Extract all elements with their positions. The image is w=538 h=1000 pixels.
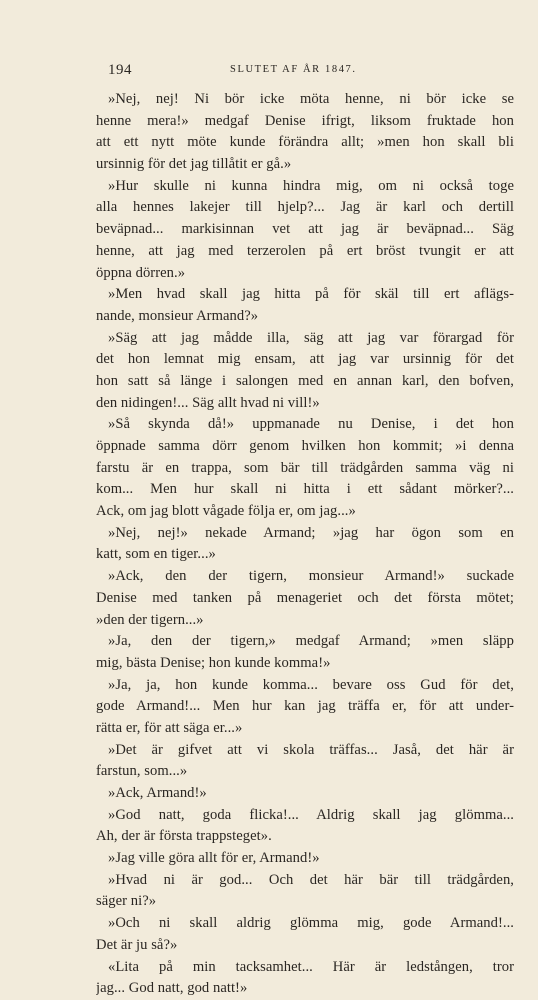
text-line: hon satt så länge i salongen med en annan karl, den bofven, <box>96 372 514 389</box>
text-line: »Ack, Armand!» <box>108 785 207 801</box>
text-line: »Nej, nej! Ni bör icke möta henne, ni bör icke se <box>108 91 514 107</box>
text-line: »Hvad ni är god... Och det här bär till trädgården, <box>108 871 514 888</box>
text-line: den nidingen!... Säg allt hvad ni vill!» <box>96 394 320 411</box>
text-line: »Ack, den der tigern, monsieur Armand!» suckade <box>108 568 514 585</box>
text-line: »Och ni skall aldrig glömma mig, gode Armand!... <box>108 915 514 932</box>
text-line: henne, att jag med terzerolen på ert bröst tvungit er att <box>96 242 514 259</box>
text-line: »Ja, ja, hon kunde komma... bevare oss Gud för det, <box>108 676 514 693</box>
text-line: öppna dörren.» <box>96 264 186 281</box>
text-line: »Det är gifvet att vi skola träffas... Jaså, det här är <box>108 741 514 758</box>
text-line: farstu är en trappa, som bär till trädgården samma väg ni <box>96 459 514 476</box>
text-line: »Så skynda då!» uppmanade nu Denise, i det hon <box>108 416 514 433</box>
text-line: säger ni?» <box>96 893 157 910</box>
text-line: henne mera!» medgaf Denise ifrigt, liksom fruktade hon <box>96 112 514 129</box>
text-line: »Men hvad skall jag hitta på för skäl till ert aflägs- <box>108 286 514 303</box>
text-line: »God natt, goda flicka!... Aldrig skall jag glömma... <box>108 806 514 823</box>
text-line: gode Armand!... Men hur kan jag träffa er, för att under- <box>96 698 514 715</box>
page-number: 194 <box>108 62 132 78</box>
text-line: Ack, om jag blott vågade följa er, om jag...» <box>96 503 356 520</box>
text-line: »Jag ville göra allt för er, Armand!» <box>108 850 320 867</box>
text-line: kom... Men hur skall ni hitta i ett sådant mörker?... <box>96 481 514 498</box>
text-line: att ett nytt möte kunde förändra allt; »men hon skall bli <box>96 134 514 151</box>
text-line: «Lita på min tacksamhet... Här är ledstången, tror <box>108 958 514 975</box>
text-line: mig, bästa Denise; hon kunde komma!» <box>96 654 331 671</box>
text-line: jag... God natt, god natt!» <box>96 980 248 997</box>
text-line: det hon lemnat mig ensam, att jag var ursinnig för det <box>96 351 514 368</box>
running-head: SLUTET AF ÅR 1847. <box>230 64 357 75</box>
text-line: beväpnad... markisinnan vet att jag är beväpnad... Säg <box>96 221 514 238</box>
text-line: alla hennes lakejer till hjelp?... Jag är karl och dertill <box>96 199 514 216</box>
text-line: »Säg att jag mådde illa, säg att jag var förargad för <box>108 329 514 346</box>
text-line: »Hur skulle ni kunna hindra mig, om ni också toge <box>108 177 514 194</box>
page-header <box>108 62 518 82</box>
text-line: öppnade samma dörr genom hvilken hon kommit; »i denna <box>96 438 514 454</box>
text-line: »Ja, den der tigern,» medgaf Armand; »men släpp <box>108 633 514 650</box>
text-line: farstun, som...» <box>96 763 188 780</box>
text-line: katt, som en tiger...» <box>96 546 216 563</box>
text-line: »den der tigern...» <box>96 611 204 628</box>
text-line: Det är ju så?» <box>96 936 178 953</box>
text-line: ursinnig för det jag tillåtit er gå.» <box>96 156 292 173</box>
text-line: rätta er, för att säga er...» <box>96 719 243 736</box>
text-line: »Nej, nej!» nekade Armand; »jag har ögon som en <box>108 524 514 541</box>
text-line: Denise med tanken på menageriet och det första mötet; <box>96 589 514 606</box>
text-line: nande, monsieur Armand?» <box>96 307 259 324</box>
body-text <box>96 89 514 1000</box>
text-line: Ah, der är första trappsteget». <box>96 828 272 845</box>
